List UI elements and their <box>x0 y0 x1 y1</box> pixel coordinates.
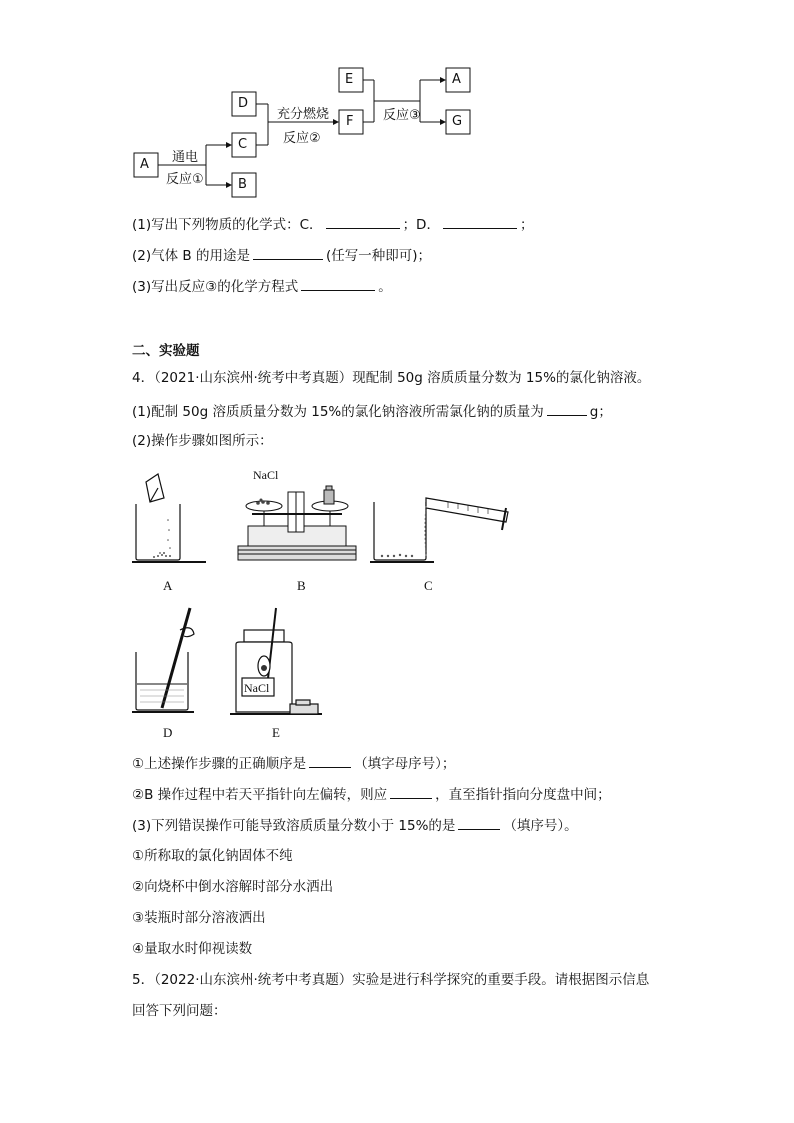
q5-line1: 5．（2022·山东滨州·统考中考真题）实验是进行科学探究的重要手段。请根据图示信息 <box>132 972 650 988</box>
figure-C-pour-water <box>368 478 518 568</box>
box-A2-label: A <box>452 72 461 87</box>
figure-E-label: E <box>272 725 280 740</box>
answer-blank-C[interactable] <box>326 214 400 229</box>
q4-intro: 4．（2021·山东滨州·统考中考真题）现配制 50g 溶质质量分数为 15%的氯化钠溶液。 <box>132 370 651 386</box>
q4-option-4: ④量取水时仰视读数 <box>132 941 253 957</box>
box-B-label: B <box>238 177 247 192</box>
section-title: 二、实验题 <box>132 343 200 359</box>
q3-part1: (1)写出下列物质的化学式：C． ；D． ； <box>132 214 533 234</box>
box-G-label: G <box>452 114 463 129</box>
box-F-label: F <box>346 114 354 129</box>
box-C-label: C <box>238 137 248 152</box>
q4-part1: (1)配制 50g 溶质质量分数为 15%的氯化钠溶液所需氯化钠的质量为 g； <box>132 401 612 421</box>
arrow2-top-label: 充分燃烧 <box>277 107 330 122</box>
arrow1-top-label: 通电 <box>172 150 199 165</box>
nacl-label-balance: NaCl <box>253 468 279 482</box>
figure-C-label: C <box>424 578 433 593</box>
q4-option-3: ③装瓶时部分溶液洒出 <box>132 910 266 926</box>
box-A-label: A <box>140 157 149 172</box>
nacl-label-bottle: NaCl <box>244 681 270 695</box>
q4-part2: (2)操作步骤如图所示： <box>132 433 273 449</box>
answer-blank-D[interactable] <box>443 214 517 229</box>
answer-blank-B-use[interactable] <box>253 245 323 260</box>
figure-A-pour-solid <box>128 470 210 570</box>
q3-part3: (3)写出反应③的化学方程式 。 <box>132 276 392 296</box>
arrow1-bottom-label: 反应① <box>166 172 204 187</box>
arrow3-top-label: 反应③ <box>383 108 421 123</box>
answer-blank-adjust[interactable] <box>390 784 432 799</box>
figure-B-balance <box>232 470 362 570</box>
figure-B-label: B <box>297 578 306 593</box>
q5-line2: 回答下列问题： <box>132 1003 227 1019</box>
answer-blank-mass[interactable] <box>547 401 587 416</box>
answer-blank-equation[interactable] <box>301 276 375 291</box>
box-E-label: E <box>345 72 354 87</box>
figure-A-label: A <box>163 578 173 593</box>
q4-option-2: ②向烧杯中倒水溶解时部分水洒出 <box>132 879 334 895</box>
q4-option-1: ①所称取的氯化钠固体不纯 <box>132 848 293 864</box>
arrow2-bottom-label: 反应② <box>283 131 321 146</box>
figure-D-label: D <box>163 725 173 740</box>
figure-D-stirring <box>128 600 218 718</box>
q4-part3: (3)下列错误操作可能导致溶质质量分数小于 15%的是 （填序号）。 <box>132 815 578 835</box>
q4-step2: ②B 操作过程中若天平指针向左偏转，则应 ，直至指针指向分度盘中间； <box>132 784 611 804</box>
figure-E-reagent-bottle <box>228 600 328 720</box>
box-D-label: D <box>238 96 249 111</box>
answer-blank-order[interactable] <box>309 753 351 768</box>
answer-blank-errors[interactable] <box>458 815 500 830</box>
q4-step1: ①上述操作步骤的正确顺序是 （填字母序号）； <box>132 753 455 773</box>
q3-part2: (2)气体 B 的用途是 (任写一种即可)； <box>132 245 431 265</box>
